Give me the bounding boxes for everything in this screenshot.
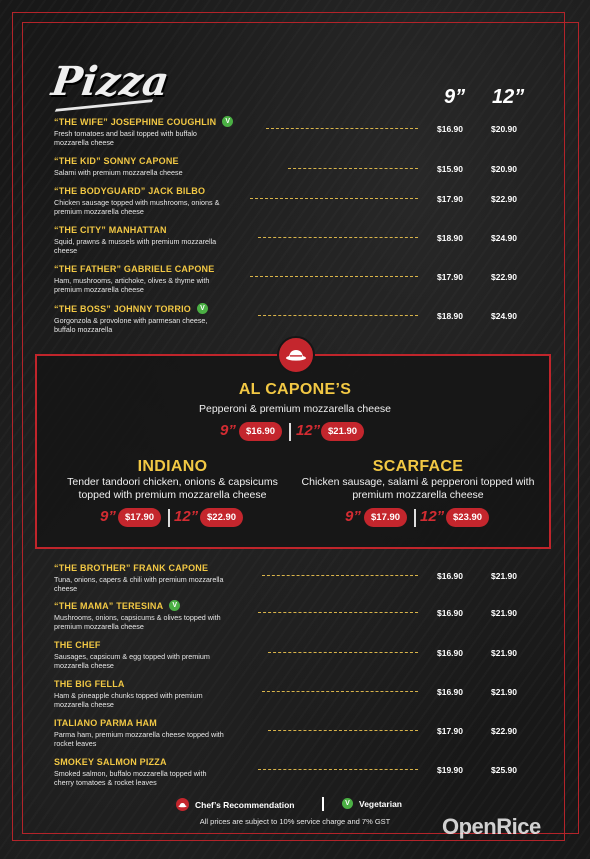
leader-dots [258,612,418,613]
special-scarface-price9: $17.90 [364,508,407,527]
menu-item-desc: Gorgonzola & provolone with parmesan cheese, buffalo mozzarella [54,316,208,334]
menu-item [54,264,554,294]
price-9-inch: $19.90 [437,765,463,775]
leader-dots [268,730,418,731]
price-9-inch: $16.90 [437,571,463,581]
chef-hat-icon [176,798,189,811]
special-scarface-desc-line2: premium mozzarella cheese [352,489,484,501]
menu-item-name: “THE CITY” MANHATTAN [54,225,167,235]
leader-dots [258,237,418,238]
page-title: Pizza [48,58,172,105]
menu-item-desc: Ham, mushrooms, artichoke, olives & thyme with premium mozzarella cheese [54,276,210,294]
price-9-inch: $15.90 [437,164,463,174]
special-indiano-desc-line1: Tender tandoori chicken, onions & capsicums [67,476,278,488]
price-9-inch: $17.90 [437,726,463,736]
vegetarian-icon: V [197,303,208,314]
size-header-9: 9” [444,86,466,108]
menu-item-name: “THE FATHER” GABRIELE CAPONE [54,264,215,274]
menu-item-desc: Fresh tomatoes and basil topped with buffalo mozzarella cheese [54,129,197,147]
leader-dots [258,769,418,770]
footnote: All prices are subject to 10% service charge and 7% GST [199,817,391,826]
price-divider [414,509,416,527]
special-al-capone-name: AL CAPONE’S [238,381,352,398]
openrice-watermark: OpenRice [442,814,541,839]
vegetarian-icon: V [342,798,353,809]
menu-item-name: ITALIANO PARMA HAM [54,718,157,728]
menu-item-name: “THE WIFE” JOSEPHINE COUGHLIN [54,116,217,127]
menu-item [54,303,554,334]
menu-item [54,116,554,147]
menu-item [54,186,554,216]
price-9-inch: $16.90 [437,687,463,697]
special-indiano-name: INDIANO [137,458,208,475]
menu-item [54,679,554,709]
menu-item-name: “THE MAMA” TERESINA [54,600,164,611]
menu-item [54,718,554,748]
menu-item-name: “THE KID” SONNY CAPONE [54,156,179,166]
special-al-capone-size12: 12” [296,422,321,439]
leader-dots [262,575,418,576]
menu-item-desc: Smoked salmon, buffalo mozzarella topped with cherry tomatoes & rocket leaves [54,769,207,787]
menu-item-desc: Salami with premium mozzarella cheese [54,168,183,177]
leader-dots [250,198,418,199]
special-scarface-size9: 9” [345,508,361,525]
menu-item-name: “THE BROTHER” FRANK CAPONE [54,563,209,573]
menu-item-desc: Squid, prawns & mussels with premium mozzarella cheese [54,237,217,255]
price-divider [289,423,291,441]
price-12-inch: $20.90 [491,124,517,134]
special-al-capone-desc: Pepperoni & premium mozzarella cheese [198,403,391,415]
leader-dots [258,315,418,316]
price-divider [168,509,170,527]
menu-item [54,757,554,787]
price-12-inch: $22.90 [491,194,517,204]
special-scarface-name: SCARFACE [372,458,464,475]
menu-item-desc: Sausages, capsicum & egg topped with premium mozzarella cheese [54,652,210,670]
price-12-inch: $21.90 [491,648,517,658]
size-header-12: 12” [492,86,525,108]
price-9-inch: $17.90 [437,194,463,204]
price-9-inch: $16.90 [437,124,463,134]
menu-item-desc: Tuna, onions, capers & chili with premium mozzarella cheese [54,575,224,593]
special-al-capone-price9: $16.90 [239,422,282,441]
special-scarface-size12: 12” [420,508,445,525]
menu-item [54,640,554,670]
special-scarface-price12: $23.90 [446,508,489,527]
special-al-capone-size9: 9” [220,422,236,439]
menu-item-name: “THE BODYGUARD” JACK BILBO [54,186,206,196]
menu-item [54,225,554,255]
special-scarface-desc-line1: Chicken sausage, salami & pepperoni topped with [301,476,535,488]
price-9-inch: $17.90 [437,272,463,282]
legend-veg [342,798,402,809]
vegetarian-icon: V [222,116,233,127]
special-indiano-price9: $17.90 [118,508,161,527]
special-indiano-desc-line2: topped with premium mozzarella cheese [78,489,267,501]
leader-dots [288,168,418,169]
legend-veg-label: Vegetarian [359,798,402,809]
menu-item-name: THE CHEF [54,640,101,650]
leader-dots [262,691,418,692]
price-12-inch: $21.90 [491,571,517,581]
price-12-inch: $24.90 [491,233,517,243]
price-12-inch: $22.90 [491,272,517,282]
price-9-inch: $18.90 [437,311,463,321]
special-al-capone-price12: $21.90 [321,422,364,441]
leader-dots [250,276,418,277]
vegetarian-icon: V [169,600,180,611]
legend-chef [176,798,295,811]
menu-item-desc: Mushrooms, onions, capsicums & olives topped with premium mozzarella cheese [54,613,221,631]
menu-item-name: THE BIG FELLA [54,679,125,689]
price-12-inch: $21.90 [491,687,517,697]
legend-divider [322,797,324,811]
menu-item [54,563,554,593]
legend-chef-label: Chef’s Recommendation [195,799,295,810]
chef-hat-icon [277,336,315,374]
price-12-inch: $21.90 [491,608,517,618]
menu-item-name: SMOKEY SALMON PIZZA [54,757,167,767]
price-12-inch: $20.90 [491,164,517,174]
leader-dots [266,128,418,129]
menu-item [54,600,554,631]
price-9-inch: $16.90 [437,648,463,658]
menu-item-name: “THE BOSS” JOHNNY TORRIO [54,303,191,314]
price-9-inch: $18.90 [437,233,463,243]
price-9-inch: $16.90 [437,608,463,618]
menu-item-desc: Parma ham, premium mozzarella cheese topped with rocket leaves [54,730,224,748]
menu-item-desc: Chicken sausage topped with mushrooms, onions & premium mozzarella cheese [54,198,220,216]
price-12-inch: $22.90 [491,726,517,736]
special-indiano-size9: 9” [100,508,116,525]
special-indiano-price12: $22.90 [200,508,243,527]
price-12-inch: $25.90 [491,765,517,775]
leader-dots [268,652,418,653]
price-12-inch: $24.90 [491,311,517,321]
special-indiano-size12: 12” [174,508,199,525]
menu-item-desc: Ham & pineapple chunks topped with premium mozzarella cheese [54,691,203,709]
menu-item [54,156,554,177]
